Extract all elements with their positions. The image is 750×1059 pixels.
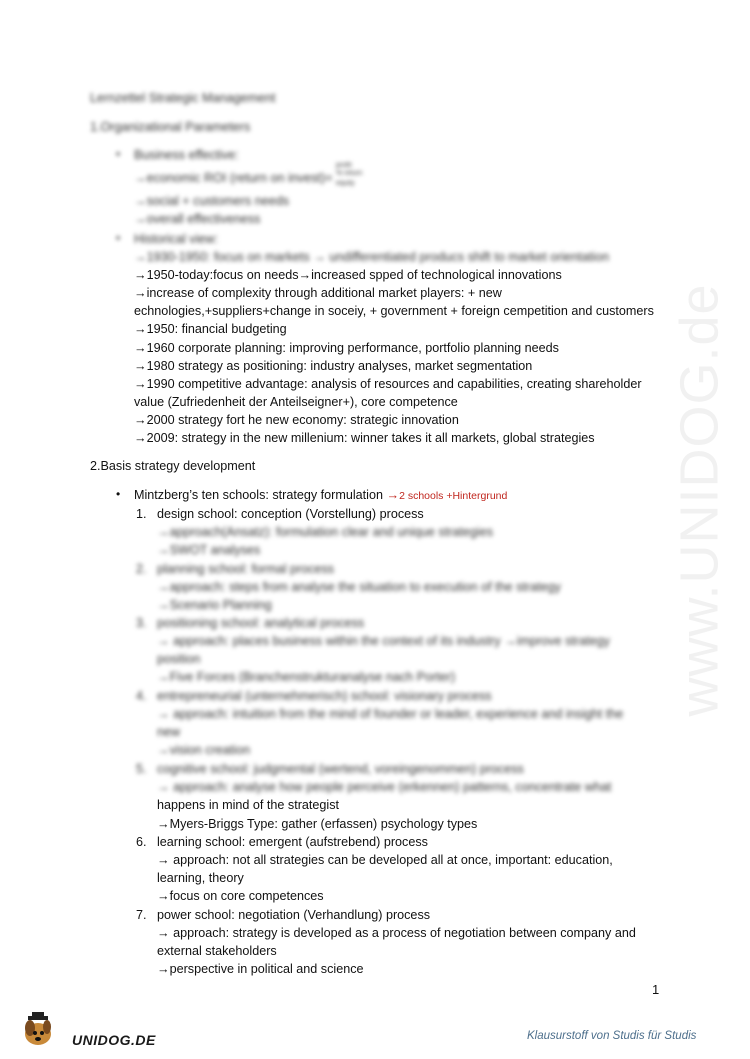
logo-text: UNIDOG.DE: [72, 1032, 156, 1048]
bullet-business-effective: Business effective:: [134, 148, 239, 162]
page-number: 1: [652, 982, 660, 997]
school-detail: → approach: places business within the context of its industry →improve strategy: [157, 634, 610, 648]
history-line: →1930-1950: focus on markets → undifferentiated producs shift to market orientation: [134, 250, 610, 264]
school-detail: new: [157, 725, 181, 739]
history-line: →1980 strategy as positioning: industry analyses, market segmentation: [134, 359, 533, 373]
unidog-logo[interactable]: [20, 1010, 160, 1050]
school-detail: →SWOT analyses: [157, 543, 261, 557]
mintzberg-bullet: [134, 486, 507, 505]
list-number: 4.: [136, 689, 147, 703]
doc-title: Lernzettel Strategic Management: [90, 91, 276, 105]
section-1-heading: 1.Organizational Parameters: [90, 120, 251, 134]
list-number: 5.: [136, 762, 147, 776]
social-line: →social + customers needs: [134, 194, 290, 208]
school-detail: learning, theory: [157, 871, 244, 885]
history-line: →1960 corporate planning: improving performance, portfolio planning needs: [134, 341, 559, 355]
school-detail: →approach: steps from analyse the situation to execution of the strategy: [157, 580, 561, 594]
school-detail: →Scenario Planning: [157, 598, 272, 612]
school-detail: position: [157, 652, 201, 666]
bullet-dot: •: [116, 147, 121, 161]
roi-fraction-mid: % return: [336, 170, 363, 177]
history-line: value (Zufriedenheit der Anteilseigner+), core competence: [134, 395, 458, 409]
school-planning: planning school: formal process: [157, 562, 335, 576]
list-number: 3.: [136, 616, 147, 630]
school-cognitive: cognitive school: judgmental (wertend, voreingenommen) process: [157, 762, 524, 776]
bullet-dot: •: [116, 487, 121, 501]
roi-line: →economic ROI (return on invest)=: [134, 171, 333, 185]
history-line: →1990 competitive advantage: analysis of resources and capabilities, creating shareholder: [134, 377, 642, 391]
section-2-heading: 2.Basis strategy development: [90, 459, 256, 473]
mintzberg-text: Mintzberg’s ten schools: strategy formulation: [134, 488, 387, 502]
list-number: 6.: [136, 835, 147, 849]
roi-fraction-top: profit: [336, 162, 352, 169]
school-detail: →Five Forces (Branchenstrukturanalyse nach Porter): [157, 670, 456, 684]
school-positioning: positioning school: analytical process: [157, 616, 365, 630]
school-detail: →perspective in political and science: [157, 962, 364, 976]
history-line: →1950: financial budgeting: [134, 322, 287, 336]
school-power: power school: negotiation (Verhandlung) process: [157, 908, 431, 922]
watermark-text: www.UNIDOG.de: [670, 283, 730, 717]
red-arrow: →: [386, 488, 400, 502]
bullet-dot: •: [116, 231, 121, 245]
school-detail: →Myers-Briggs Type: gather (erfassen) psychology types: [157, 817, 478, 831]
school-detail: → approach: analyse how people perceive (erkennen) patterns, concentrate what: [157, 780, 612, 794]
school-detail: →vision creation: [157, 743, 251, 757]
watermark: [640, 265, 750, 735]
footer-tagline: Klausurstoff von Studis für Studis: [527, 1030, 697, 1042]
list-number: 7.: [136, 908, 147, 922]
history-line: →increase of complexity through additional market players: + new: [134, 286, 502, 300]
history-line: echnologies,+suppliers+change in soceiy, + government + foreign cempetition and customers: [134, 304, 654, 318]
list-number: 1.: [136, 507, 147, 521]
school-detail: →focus on core competences: [157, 889, 324, 903]
history-line: →1950-today:focus on needs→increased spped of technological innovations: [134, 268, 562, 282]
school-detail: external stakeholders: [157, 944, 277, 958]
bullet-historical-view: Historical view:: [134, 232, 218, 246]
school-detail: → approach: strategy is developed as a process of negotiation between company and: [157, 926, 636, 940]
list-number: 2.: [136, 562, 147, 576]
history-line: →2009: strategy in the new millenium: winner takes it all markets, global strategies: [134, 431, 595, 445]
school-entrepreneurial: entrepreneurial (unternehmerisch) school: visionary process: [157, 689, 492, 703]
roi-fraction-bottom: equity: [336, 180, 355, 187]
school-design: design school: conception (Vorstellung) process: [157, 507, 424, 521]
school-detail: → approach: not all strategies can be developed all at once, important: education,: [157, 853, 613, 867]
school-detail: → approach: intuition from the mind of founder or leader, experience and insight the: [157, 707, 624, 721]
history-line: →2000 strategy fort he new economy: strategic innovation: [134, 413, 459, 427]
school-detail: →approach(Ansatz): formulation clear and unique strategies: [157, 525, 494, 539]
red-note: 2 schools +Hintergrund: [399, 490, 508, 502]
effectiveness-line: →overall effectiveness: [134, 212, 261, 226]
school-detail: happens in mind of the strategist: [157, 798, 340, 812]
school-learning: learning school: emergent (aufstrebend) process: [157, 835, 428, 849]
dog-icon: [20, 1010, 80, 1050]
